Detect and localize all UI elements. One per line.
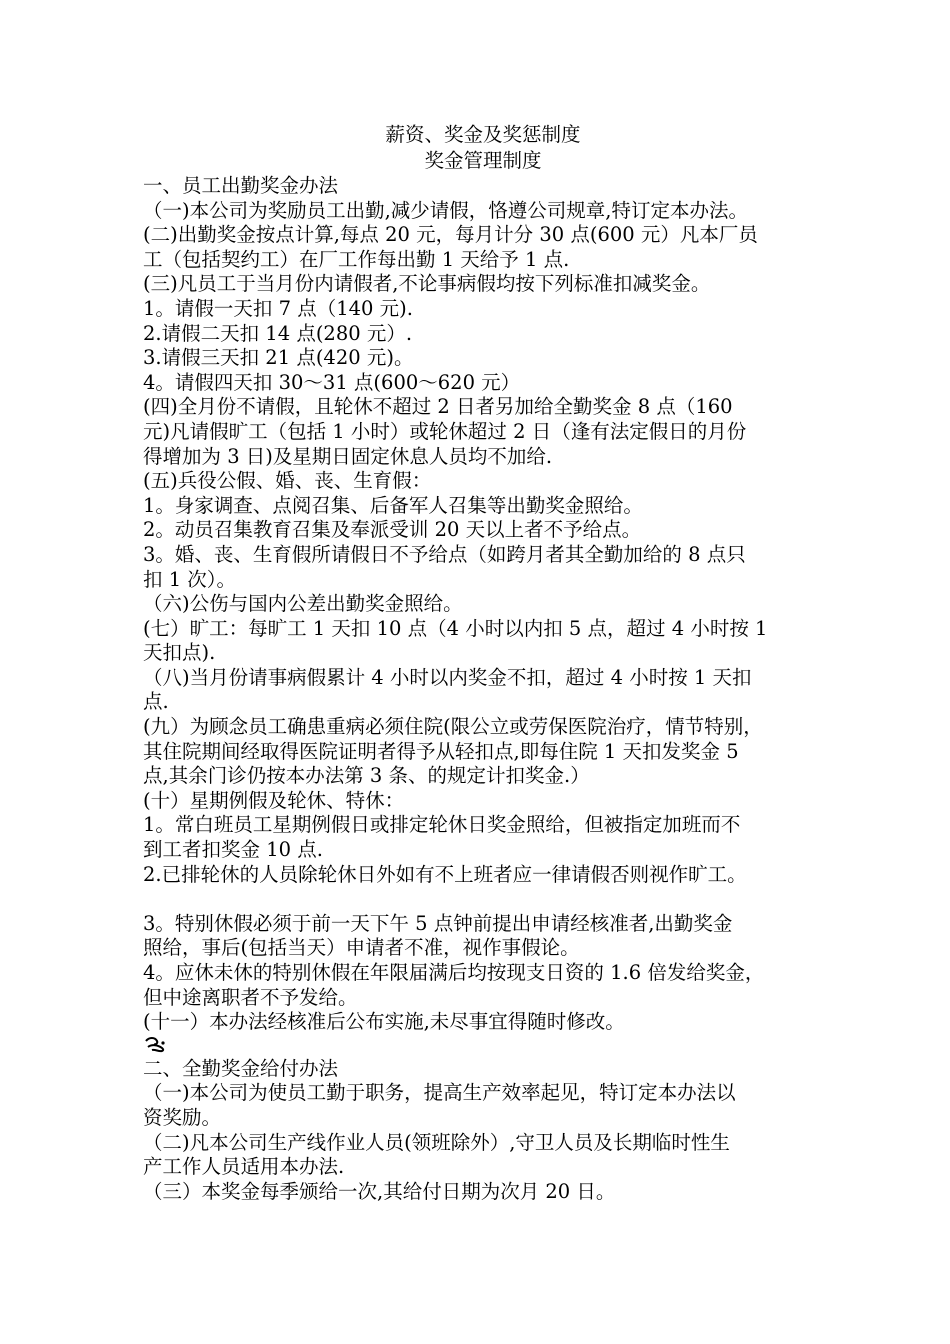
text-line: (十）星期例假及轮休、特休： bbox=[143, 788, 405, 812]
text-line: (五)兵役公假、婚、丧、生育假： bbox=[143, 469, 432, 493]
text-line: 4。应休未休的特别休假在年限届满后均按现支日资的 1.6 倍发给奖金， bbox=[143, 961, 765, 984]
text-line: 到工者扣奖金 10 点. bbox=[143, 838, 323, 862]
text-line: 其住院期间经取得医院证明者得予从轻扣点,即每住院 1 天扣发奖金 5 bbox=[143, 739, 739, 763]
text-line: 点,其余门诊仍按本办法第 3 条、的规定计扣奖金.） bbox=[143, 764, 590, 788]
document-page bbox=[143, 122, 823, 1204]
text-line: 1。身家调查、点阅召集、后备军人召集等出勤奖金照给。 bbox=[143, 493, 643, 517]
section-body bbox=[143, 199, 823, 1035]
text-line: (三)凡员工于当月份内请假者,不论事病假均按下列标准扣减奖金。 bbox=[143, 272, 711, 296]
text-line: (十一）本办法经核准后公布实施,未尽事宜得随时修改。 bbox=[143, 1010, 625, 1034]
text-line: 天扣点). bbox=[143, 641, 216, 665]
text-line: （一)本公司为使员工勤于职务，提高生产效率起见，特订定本办法以 bbox=[143, 1081, 736, 1105]
text-line: 工（包括契约工）在厂工作每出勤 1 天给予 1 点. bbox=[143, 247, 570, 271]
text-line: 2。动员召集教育召集及奉派受训 20 天以上者不予给点。 bbox=[143, 518, 642, 542]
text-line: （六)公伤与国内公差出勤奖金照给。 bbox=[143, 592, 463, 616]
text-line: 资奖励。 bbox=[143, 1105, 222, 1129]
text-line: 元)凡请假旷工（包括 1 小时）或轮休超过 2 日（逢有法定假日的月份 bbox=[143, 419, 747, 443]
text-line: 3。特别休假必须于前一天下午 5 点钟前提出申请经核准者,出勤奖金 bbox=[143, 911, 733, 935]
section-heading: 一、员工出勤奖金办法 bbox=[143, 174, 339, 197]
text-line: （一)本公司为奖励员工出勤,减少请假，恪遵公司规章,特订定本办法。 bbox=[143, 198, 749, 222]
text-line: 扣 1 次）。 bbox=[143, 567, 237, 591]
text-line: 点. bbox=[143, 690, 169, 714]
text-line: 2.请假二天扣 14 点(280 元）. bbox=[143, 321, 413, 345]
text-line: （三）本奖金每季颁给一次,其给付日期为次月 20 日。 bbox=[143, 1179, 616, 1203]
text-line: 得增加为 3 日)及星期日固定休息人员均不加给. bbox=[143, 444, 553, 468]
text-line: (二)出勤奖金按点计算,每点 20 元，每月计分 30 点(600 元）凡本厂员 bbox=[143, 223, 758, 247]
text-line: 1。请假一天扣 7 点（140 元). bbox=[143, 296, 413, 320]
text-line bbox=[143, 887, 823, 912]
ornament-icon bbox=[143, 1035, 167, 1057]
text-line: (四)全月份不请假，且轮休不超过 2 日者另加给全勤奖金 8 点（160 bbox=[143, 395, 733, 419]
section-employee-attendance-bonus bbox=[143, 174, 823, 1035]
text-line: 2.已排轮休的人员除轮休日外如有不上班者应一律请假否则视作旷工。 bbox=[143, 862, 747, 886]
text-line: （二)凡本公司生产线作业人员(领班除外）,守卫人员及长期临时性生 bbox=[143, 1130, 730, 1154]
text-line: 3.请假三天扣 21 点(420 元)。 bbox=[143, 346, 414, 370]
text-line: 但中途离职者不予发给。 bbox=[143, 985, 358, 1009]
text-line: 1。常白班员工星期例假日或排定轮休日奖金照给，但被指定加班而不 bbox=[143, 813, 741, 837]
document-title: 薪资、奖金及奖惩制度 bbox=[385, 123, 581, 146]
text-line: 4。请假四天扣 30～31 点(600～620 元） bbox=[143, 370, 521, 394]
document-subtitle: 奖金管理制度 bbox=[424, 149, 542, 172]
text-line: 照给，事后(包括当天）申请者不准，视作事假论。 bbox=[143, 936, 580, 960]
text-line: 3。婚、丧、生育假所请假日不予给点（如跨月者其全勤加给的 8 点只 bbox=[143, 542, 746, 566]
section-heading: 二、全勤奖金给付办法 bbox=[143, 1056, 339, 1080]
text-line: (九）为顾念员工确患重病必须住院(限公立或劳保医院治疗，情节特别， bbox=[143, 715, 763, 739]
text-line: 产工作人员适用本办法. bbox=[143, 1155, 345, 1179]
text-line: (七）旷工：每旷工 1 天扣 10 点（4 小时以内扣 5 点，超过 4 小时按 1 bbox=[143, 616, 768, 640]
section-full-attendance-bonus bbox=[143, 1057, 823, 1205]
section-body bbox=[143, 1081, 823, 1204]
text-line: （八)当月份请事病假累计 4 小时以内奖金不扣，超过 4 小时按 1 天扣 bbox=[143, 665, 752, 689]
